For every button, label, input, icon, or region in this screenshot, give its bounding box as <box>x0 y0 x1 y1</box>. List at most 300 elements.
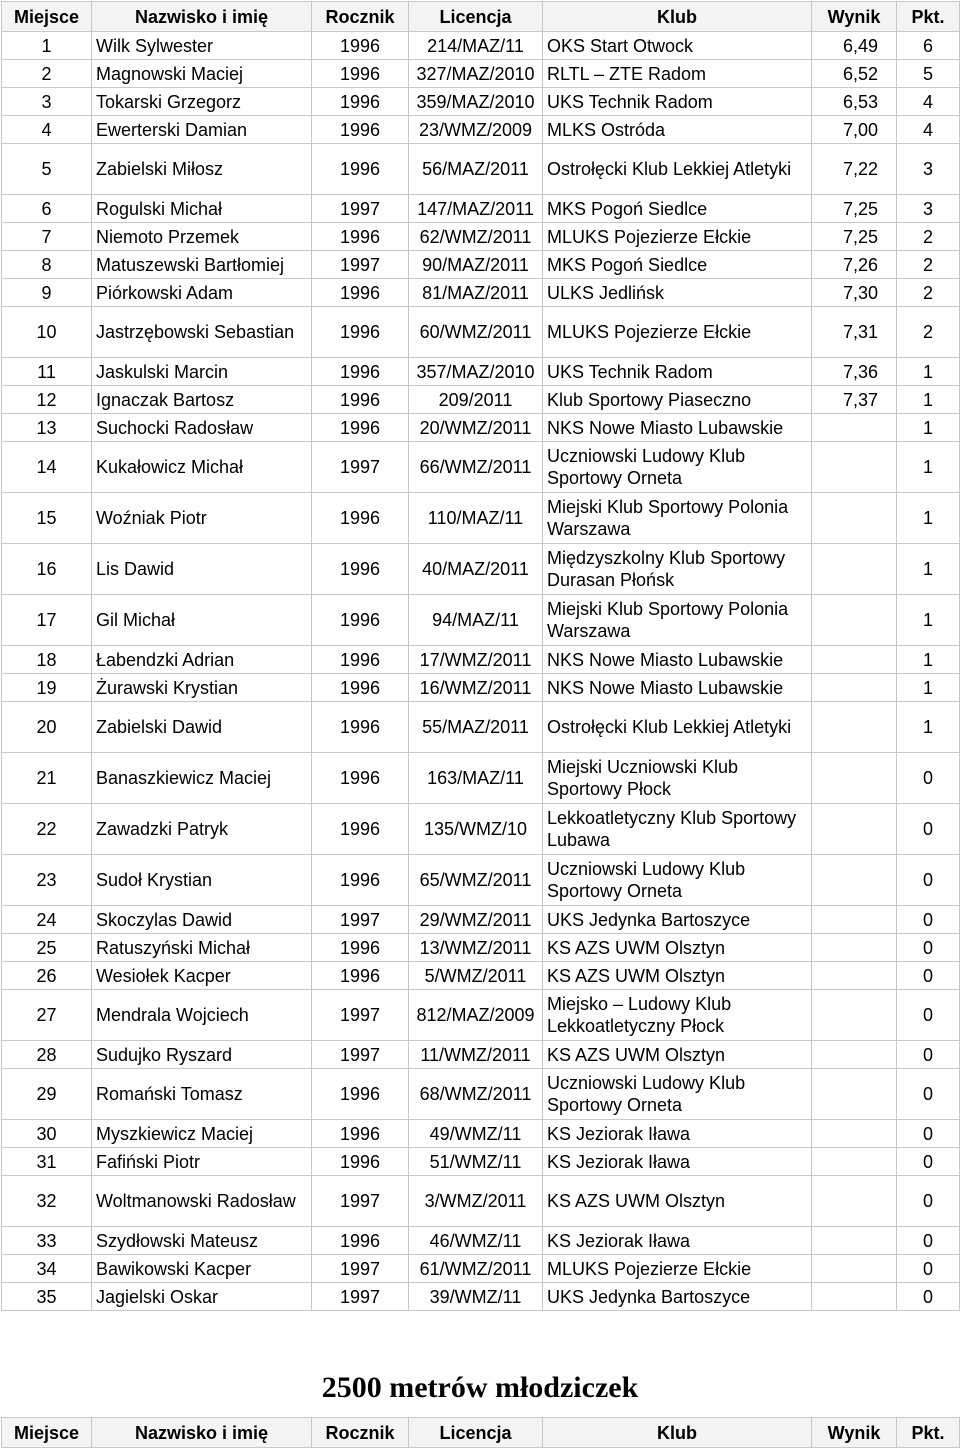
cell-place: 5 <box>2 144 92 195</box>
cell-license: 39/WMZ/11 <box>409 1283 543 1311</box>
cell-place: 1 <box>2 32 92 60</box>
results-body <box>2 32 960 1311</box>
cell-points: 2 <box>897 223 960 251</box>
cell-club: ULKS Jedlińsk <box>543 279 812 307</box>
cell-club: MKS Pogoń Siedlce <box>543 251 812 279</box>
cell-result: 7,00 <box>812 116 897 144</box>
cell-points: 0 <box>897 990 960 1041</box>
cell-points: 1 <box>897 414 960 442</box>
cell-result <box>812 1148 897 1176</box>
cell-club: OKS Start Otwock <box>543 32 812 60</box>
cell-place: 6 <box>2 195 92 223</box>
cell-place: 25 <box>2 934 92 962</box>
cell-result <box>812 855 897 906</box>
cell-year: 1996 <box>312 804 409 855</box>
cell-year: 1996 <box>312 753 409 804</box>
cell-year: 1996 <box>312 544 409 595</box>
cell-club: Uczniowski Ludowy Klub Sportowy Orneta <box>543 442 812 493</box>
cell-year: 1996 <box>312 674 409 702</box>
results-table <box>1 1 960 1311</box>
cell-name: Wilk Sylwester <box>92 32 312 60</box>
cell-name: Woźniak Piotr <box>92 493 312 544</box>
cell-club: NKS Nowe Miasto Lubawskie <box>543 646 812 674</box>
cell-place: 34 <box>2 1255 92 1283</box>
cell-license: 20/WMZ/2011 <box>409 414 543 442</box>
cell-year: 1996 <box>312 386 409 414</box>
header-result: Wynik <box>812 2 897 32</box>
cell-club: Ostrołęcki Klub Lekkiej Atletyki <box>543 144 812 195</box>
cell-points: 0 <box>897 804 960 855</box>
cell-license: 90/MAZ/2011 <box>409 251 543 279</box>
header-year: Rocznik <box>312 2 409 32</box>
cell-club: MLUKS Pojezierze Ełckie <box>543 307 812 358</box>
cell-points: 0 <box>897 753 960 804</box>
table-row <box>2 595 960 646</box>
cell-club: KS AZS UWM Olsztyn <box>543 1176 812 1227</box>
cell-club: NKS Nowe Miasto Lubawskie <box>543 674 812 702</box>
cell-result <box>812 1227 897 1255</box>
cell-points: 1 <box>897 386 960 414</box>
table-row <box>2 60 960 88</box>
cell-license: 23/WMZ/2009 <box>409 116 543 144</box>
cell-points: 3 <box>897 195 960 223</box>
cell-place: 14 <box>2 442 92 493</box>
cell-license: 147/MAZ/2011 <box>409 195 543 223</box>
table-row <box>2 1176 960 1227</box>
cell-year: 1996 <box>312 934 409 962</box>
table-row <box>2 493 960 544</box>
cell-name: Zabielski Dawid <box>92 702 312 753</box>
table-row <box>2 1041 960 1069</box>
cell-place: 23 <box>2 855 92 906</box>
cell-points: 0 <box>897 1176 960 1227</box>
cell-club: Miejsko – Ludowy Klub Lekkoatletyczny Płock <box>543 990 812 1041</box>
table-row <box>2 386 960 414</box>
cell-result <box>812 1176 897 1227</box>
cell-license: 214/MAZ/11 <box>409 32 543 60</box>
cell-points: 0 <box>897 934 960 962</box>
cell-name: Jastrzębowski Sebastian <box>92 307 312 358</box>
cell-license: 61/WMZ/2011 <box>409 1255 543 1283</box>
cell-year: 1996 <box>312 493 409 544</box>
cell-license: 135/WMZ/10 <box>409 804 543 855</box>
cell-points: 0 <box>897 906 960 934</box>
cell-name: Fafiński Piotr <box>92 1148 312 1176</box>
cell-year: 1996 <box>312 646 409 674</box>
cell-year: 1996 <box>312 144 409 195</box>
cell-name: Mendrala Wojciech <box>92 990 312 1041</box>
table-row <box>2 223 960 251</box>
cell-year: 1996 <box>312 1069 409 1120</box>
cell-name: Banaszkiewicz Maciej <box>92 753 312 804</box>
table-row <box>2 144 960 195</box>
table-header-row-2 <box>2 1418 960 1448</box>
cell-club: Miejski Uczniowski Klub Sportowy Płock <box>543 753 812 804</box>
cell-license: 17/WMZ/2011 <box>409 646 543 674</box>
cell-result <box>812 646 897 674</box>
cell-name: Niemoto Przemek <box>92 223 312 251</box>
cell-club: Międzyszkolny Klub Sportowy Durasan Płońsk <box>543 544 812 595</box>
cell-place: 18 <box>2 646 92 674</box>
cell-club: KS Jeziorak Iława <box>543 1120 812 1148</box>
table-row <box>2 674 960 702</box>
table-row <box>2 1120 960 1148</box>
cell-club: RLTL – ZTE Radom <box>543 60 812 88</box>
cell-year: 1996 <box>312 1120 409 1148</box>
cell-license: 68/WMZ/2011 <box>409 1069 543 1120</box>
header-license: Licencja <box>409 2 543 32</box>
cell-result <box>812 934 897 962</box>
table-row <box>2 414 960 442</box>
header-club: Klub <box>543 1418 812 1448</box>
cell-place: 26 <box>2 962 92 990</box>
cell-result: 7,31 <box>812 307 897 358</box>
cell-points: 0 <box>897 855 960 906</box>
header-points: Pkt. <box>897 2 960 32</box>
cell-place: 16 <box>2 544 92 595</box>
cell-place: 20 <box>2 702 92 753</box>
table-row <box>2 646 960 674</box>
cell-license: 51/WMZ/11 <box>409 1148 543 1176</box>
cell-club: MLKS Ostróda <box>543 116 812 144</box>
cell-year: 1996 <box>312 60 409 88</box>
cell-place: 7 <box>2 223 92 251</box>
header-club: Klub <box>543 2 812 32</box>
cell-name: Ewerterski Damian <box>92 116 312 144</box>
cell-license: 65/WMZ/2011 <box>409 855 543 906</box>
cell-club: MLUKS Pojezierze Ełckie <box>543 1255 812 1283</box>
cell-points: 3 <box>897 144 960 195</box>
cell-place: 27 <box>2 990 92 1041</box>
cell-result <box>812 414 897 442</box>
cell-points: 0 <box>897 1069 960 1120</box>
cell-name: Łabendzki Adrian <box>92 646 312 674</box>
cell-club: UKS Technik Radom <box>543 358 812 386</box>
table-row <box>2 906 960 934</box>
cell-year: 1997 <box>312 442 409 493</box>
cell-club: KS Jeziorak Iława <box>543 1227 812 1255</box>
cell-points: 1 <box>897 674 960 702</box>
cell-result <box>812 1120 897 1148</box>
cell-points: 1 <box>897 442 960 493</box>
table-row <box>2 934 960 962</box>
table-row <box>2 1148 960 1176</box>
table-row <box>2 855 960 906</box>
table-row <box>2 116 960 144</box>
cell-place: 12 <box>2 386 92 414</box>
cell-name: Suchocki Radosław <box>92 414 312 442</box>
cell-club: Klub Sportowy Piaseczno <box>543 386 812 414</box>
cell-points: 1 <box>897 646 960 674</box>
cell-name: Ignaczak Bartosz <box>92 386 312 414</box>
cell-result <box>812 1255 897 1283</box>
results-table-2 <box>1 1417 960 1448</box>
cell-points: 0 <box>897 1227 960 1255</box>
cell-points: 0 <box>897 1283 960 1311</box>
table-row <box>2 195 960 223</box>
cell-club: KS AZS UWM Olsztyn <box>543 962 812 990</box>
cell-result <box>812 990 897 1041</box>
cell-year: 1996 <box>312 702 409 753</box>
cell-place: 28 <box>2 1041 92 1069</box>
cell-place: 29 <box>2 1069 92 1120</box>
cell-name: Żurawski Krystian <box>92 674 312 702</box>
cell-license: 55/MAZ/2011 <box>409 702 543 753</box>
cell-place: 4 <box>2 116 92 144</box>
cell-year: 1996 <box>312 32 409 60</box>
cell-license: 13/WMZ/2011 <box>409 934 543 962</box>
cell-place: 22 <box>2 804 92 855</box>
cell-license: 359/MAZ/2010 <box>409 88 543 116</box>
table-row <box>2 1227 960 1255</box>
cell-name: Ratuszyński Michał <box>92 934 312 962</box>
cell-result: 7,25 <box>812 195 897 223</box>
cell-result <box>812 493 897 544</box>
table-row <box>2 1255 960 1283</box>
table-row <box>2 544 960 595</box>
cell-year: 1996 <box>312 223 409 251</box>
cell-license: 94/MAZ/11 <box>409 595 543 646</box>
cell-club: MKS Pogoń Siedlce <box>543 195 812 223</box>
cell-name: Magnowski Maciej <box>92 60 312 88</box>
cell-club: Miejski Klub Sportowy Polonia Warszawa <box>543 493 812 544</box>
cell-year: 1996 <box>312 595 409 646</box>
cell-points: 0 <box>897 1148 960 1176</box>
cell-result <box>812 442 897 493</box>
cell-license: 81/MAZ/2011 <box>409 279 543 307</box>
cell-result: 6,53 <box>812 88 897 116</box>
cell-place: 24 <box>2 906 92 934</box>
cell-year: 1997 <box>312 906 409 934</box>
cell-year: 1996 <box>312 414 409 442</box>
cell-year: 1996 <box>312 88 409 116</box>
cell-points: 1 <box>897 702 960 753</box>
cell-name: Sudujko Ryszard <box>92 1041 312 1069</box>
cell-license: 29/WMZ/2011 <box>409 906 543 934</box>
table-row <box>2 442 960 493</box>
cell-year: 1996 <box>312 855 409 906</box>
cell-result: 7,37 <box>812 386 897 414</box>
cell-license: 46/WMZ/11 <box>409 1227 543 1255</box>
cell-club: Uczniowski Ludowy Klub Sportowy Orneta <box>543 1069 812 1120</box>
cell-result: 7,36 <box>812 358 897 386</box>
header-points: Pkt. <box>897 1418 960 1448</box>
cell-points: 2 <box>897 307 960 358</box>
cell-license: 49/WMZ/11 <box>409 1120 543 1148</box>
cell-place: 21 <box>2 753 92 804</box>
cell-place: 32 <box>2 1176 92 1227</box>
cell-license: 209/2011 <box>409 386 543 414</box>
cell-name: Zawadzki Patryk <box>92 804 312 855</box>
header-result: Wynik <box>812 1418 897 1448</box>
cell-name: Matuszewski Bartłomiej <box>92 251 312 279</box>
cell-points: 0 <box>897 1255 960 1283</box>
cell-result <box>812 674 897 702</box>
cell-result: 7,22 <box>812 144 897 195</box>
cell-club: Lekkoatletyczny Klub Sportowy Lubawa <box>543 804 812 855</box>
table-row <box>2 990 960 1041</box>
cell-name: Sudoł Krystian <box>92 855 312 906</box>
cell-license: 11/WMZ/2011 <box>409 1041 543 1069</box>
cell-license: 327/MAZ/2010 <box>409 60 543 88</box>
cell-name: Jagielski Oskar <box>92 1283 312 1311</box>
cell-place: 30 <box>2 1120 92 1148</box>
cell-result: 7,30 <box>812 279 897 307</box>
cell-year: 1997 <box>312 251 409 279</box>
section-title: 2500 metrów młodziczek <box>321 1371 639 1404</box>
cell-place: 11 <box>2 358 92 386</box>
cell-name: Lis Dawid <box>92 544 312 595</box>
cell-name: Bawikowski Kacper <box>92 1255 312 1283</box>
cell-points: 6 <box>897 32 960 60</box>
cell-year: 1996 <box>312 358 409 386</box>
header-name: Nazwisko i imię <box>92 1418 312 1448</box>
cell-place: 15 <box>2 493 92 544</box>
cell-place: 8 <box>2 251 92 279</box>
cell-place: 10 <box>2 307 92 358</box>
cell-points: 1 <box>897 358 960 386</box>
cell-club: KS AZS UWM Olsztyn <box>543 1041 812 1069</box>
cell-year: 1996 <box>312 1148 409 1176</box>
cell-license: 110/MAZ/11 <box>409 493 543 544</box>
cell-year: 1996 <box>312 116 409 144</box>
cell-club: Uczniowski Ludowy Klub Sportowy Orneta <box>543 855 812 906</box>
cell-name: Zabielski Miłosz <box>92 144 312 195</box>
cell-club: UKS Jedynka Bartoszyce <box>543 906 812 934</box>
table-row <box>2 32 960 60</box>
cell-points: 2 <box>897 279 960 307</box>
cell-club: KS Jeziorak Iława <box>543 1148 812 1176</box>
cell-club: UKS Technik Radom <box>543 88 812 116</box>
cell-place: 31 <box>2 1148 92 1176</box>
header-place: Miejsce <box>2 2 92 32</box>
cell-name: Gil Michał <box>92 595 312 646</box>
cell-result <box>812 544 897 595</box>
table-row <box>2 88 960 116</box>
cell-name: Kukałowicz Michał <box>92 442 312 493</box>
table-row <box>2 753 960 804</box>
table-row <box>2 279 960 307</box>
cell-name: Wesiołek Kacper <box>92 962 312 990</box>
cell-result <box>812 595 897 646</box>
cell-year: 1996 <box>312 962 409 990</box>
cell-place: 17 <box>2 595 92 646</box>
cell-year: 1997 <box>312 1041 409 1069</box>
cell-points: 0 <box>897 1041 960 1069</box>
cell-year: 1997 <box>312 1176 409 1227</box>
cell-club: NKS Nowe Miasto Lubawskie <box>543 414 812 442</box>
cell-points: 1 <box>897 595 960 646</box>
cell-year: 1997 <box>312 195 409 223</box>
cell-name: Rogulski Michał <box>92 195 312 223</box>
cell-points: 0 <box>897 1120 960 1148</box>
table-row <box>2 962 960 990</box>
cell-points: 4 <box>897 116 960 144</box>
cell-club: Miejski Klub Sportowy Polonia Warszawa <box>543 595 812 646</box>
cell-place: 9 <box>2 279 92 307</box>
cell-result: 6,52 <box>812 60 897 88</box>
cell-result <box>812 702 897 753</box>
table-row <box>2 804 960 855</box>
table-row <box>2 358 960 386</box>
cell-points: 2 <box>897 251 960 279</box>
cell-result <box>812 1041 897 1069</box>
cell-points: 4 <box>897 88 960 116</box>
cell-place: 35 <box>2 1283 92 1311</box>
cell-place: 13 <box>2 414 92 442</box>
cell-name: Tokarski Grzegorz <box>92 88 312 116</box>
cell-name: Skoczylas Dawid <box>92 906 312 934</box>
cell-points: 1 <box>897 544 960 595</box>
cell-club: MLUKS Pojezierze Ełckie <box>543 223 812 251</box>
cell-license: 60/WMZ/2011 <box>409 307 543 358</box>
table-row <box>2 251 960 279</box>
cell-result <box>812 962 897 990</box>
cell-license: 16/WMZ/2011 <box>409 674 543 702</box>
cell-year: 1997 <box>312 990 409 1041</box>
cell-year: 1997 <box>312 1255 409 1283</box>
cell-club: UKS Jedynka Bartoszyce <box>543 1283 812 1311</box>
cell-points: 5 <box>897 60 960 88</box>
cell-result <box>812 1069 897 1120</box>
cell-result: 7,26 <box>812 251 897 279</box>
cell-license: 3/WMZ/2011 <box>409 1176 543 1227</box>
table-row <box>2 702 960 753</box>
cell-name: Romański Tomasz <box>92 1069 312 1120</box>
header-year: Rocznik <box>312 1418 409 1448</box>
cell-place: 3 <box>2 88 92 116</box>
cell-name: Jaskulski Marcin <box>92 358 312 386</box>
header-license: Licencja <box>409 1418 543 1448</box>
cell-place: 19 <box>2 674 92 702</box>
cell-result: 7,25 <box>812 223 897 251</box>
cell-place: 2 <box>2 60 92 88</box>
cell-club: KS AZS UWM Olsztyn <box>543 934 812 962</box>
cell-place: 33 <box>2 1227 92 1255</box>
cell-license: 62/WMZ/2011 <box>409 223 543 251</box>
header-name: Nazwisko i imię <box>92 2 312 32</box>
cell-license: 5/WMZ/2011 <box>409 962 543 990</box>
cell-name: Piórkowski Adam <box>92 279 312 307</box>
cell-license: 163/MAZ/11 <box>409 753 543 804</box>
cell-year: 1996 <box>312 1227 409 1255</box>
cell-result <box>812 804 897 855</box>
cell-name: Szydłowski Mateusz <box>92 1227 312 1255</box>
cell-name: Myszkiewicz Maciej <box>92 1120 312 1148</box>
cell-year: 1997 <box>312 1283 409 1311</box>
cell-club: Ostrołęcki Klub Lekkiej Atletyki <box>543 702 812 753</box>
cell-license: 40/MAZ/2011 <box>409 544 543 595</box>
cell-name: Woltmanowski Radosław <box>92 1176 312 1227</box>
cell-year: 1996 <box>312 307 409 358</box>
cell-points: 1 <box>897 493 960 544</box>
cell-result <box>812 906 897 934</box>
cell-result: 6,49 <box>812 32 897 60</box>
table-header-row <box>2 2 960 32</box>
header-place: Miejsce <box>2 1418 92 1448</box>
table-row <box>2 307 960 358</box>
cell-result <box>812 1283 897 1311</box>
cell-license: 66/WMZ/2011 <box>409 442 543 493</box>
cell-points: 0 <box>897 962 960 990</box>
cell-license: 812/MAZ/2009 <box>409 990 543 1041</box>
table-row <box>2 1069 960 1120</box>
cell-license: 357/MAZ/2010 <box>409 358 543 386</box>
cell-license: 56/MAZ/2011 <box>409 144 543 195</box>
table-row <box>2 1283 960 1311</box>
cell-result <box>812 753 897 804</box>
cell-year: 1996 <box>312 279 409 307</box>
